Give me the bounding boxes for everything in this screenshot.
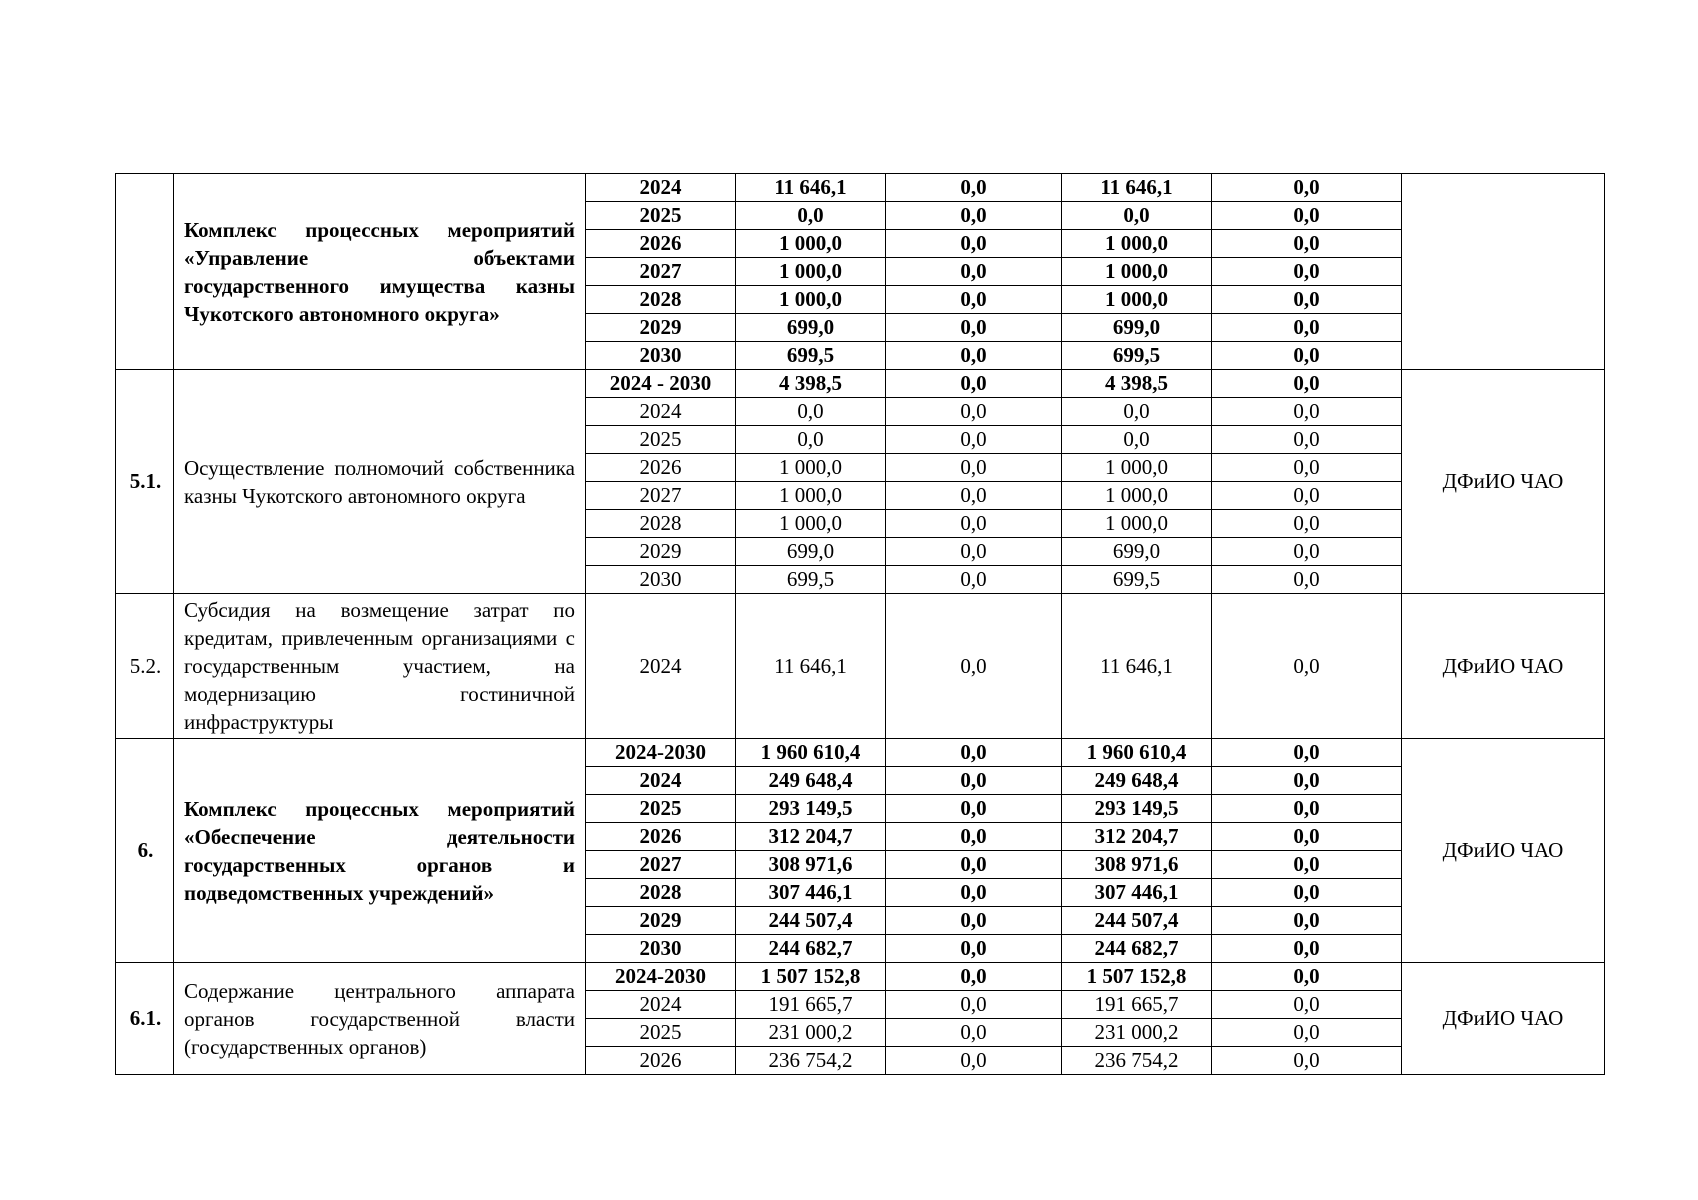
other-cell: 0,0: [1212, 286, 1402, 314]
section-number: 5.1.: [116, 370, 174, 594]
executor-cell: [1402, 174, 1605, 370]
other-cell: 0,0: [1212, 1019, 1402, 1047]
total-cell: 244 507,4: [736, 907, 886, 935]
regional-cell: 1 000,0: [1062, 510, 1212, 538]
regional-cell: 0,0: [1062, 398, 1212, 426]
federal-cell: 0,0: [886, 795, 1062, 823]
other-cell: 0,0: [1212, 510, 1402, 538]
total-cell: 1 000,0: [736, 230, 886, 258]
year-cell: 2029: [586, 538, 736, 566]
regional-cell: 249 648,4: [1062, 767, 1212, 795]
year-cell: 2025: [586, 1019, 736, 1047]
regional-cell: 308 971,6: [1062, 851, 1212, 879]
year-cell: 2024 - 2030: [586, 370, 736, 398]
total-cell: 1 000,0: [736, 454, 886, 482]
total-cell: 312 204,7: [736, 823, 886, 851]
other-cell: 0,0: [1212, 739, 1402, 767]
regional-cell: 312 204,7: [1062, 823, 1212, 851]
regional-cell: 244 507,4: [1062, 907, 1212, 935]
executor-cell: ДФиИО ЧАО: [1402, 594, 1605, 739]
other-cell: 0,0: [1212, 963, 1402, 991]
year-cell: 2025: [586, 795, 736, 823]
regional-cell: 293 149,5: [1062, 795, 1212, 823]
other-cell: 0,0: [1212, 538, 1402, 566]
federal-cell: 0,0: [886, 426, 1062, 454]
federal-cell: 0,0: [886, 767, 1062, 795]
federal-cell: 0,0: [886, 174, 1062, 202]
year-cell: 2024-2030: [586, 963, 736, 991]
table-row: [116, 594, 1605, 739]
total-cell: 0,0: [736, 202, 886, 230]
other-cell: 0,0: [1212, 342, 1402, 370]
year-cell: 2028: [586, 286, 736, 314]
year-cell: 2024-2030: [586, 739, 736, 767]
total-cell: 0,0: [736, 426, 886, 454]
section-name: Комплекс процессных мероприятий «Обеспечение деятельности государственных органов и подведомственных учреждений»: [174, 739, 586, 963]
federal-cell: 0,0: [886, 538, 1062, 566]
budget-table: [115, 173, 1605, 1075]
executor-cell: ДФиИО ЧАО: [1402, 963, 1605, 1075]
other-cell: 0,0: [1212, 454, 1402, 482]
regional-cell: 236 754,2: [1062, 1047, 1212, 1075]
other-cell: 0,0: [1212, 879, 1402, 907]
other-cell: 0,0: [1212, 935, 1402, 963]
total-cell: 1 000,0: [736, 286, 886, 314]
regional-cell: 699,0: [1062, 314, 1212, 342]
federal-cell: 0,0: [886, 370, 1062, 398]
year-cell: 2030: [586, 566, 736, 594]
regional-cell: 1 000,0: [1062, 454, 1212, 482]
total-cell: 0,0: [736, 398, 886, 426]
federal-cell: 0,0: [886, 398, 1062, 426]
other-cell: 0,0: [1212, 907, 1402, 935]
year-cell: 2026: [586, 1047, 736, 1075]
federal-cell: 0,0: [886, 851, 1062, 879]
federal-cell: 0,0: [886, 907, 1062, 935]
total-cell: 249 648,4: [736, 767, 886, 795]
federal-cell: 0,0: [886, 230, 1062, 258]
total-cell: 236 754,2: [736, 1047, 886, 1075]
regional-cell: 0,0: [1062, 202, 1212, 230]
regional-cell: 4 398,5: [1062, 370, 1212, 398]
federal-cell: 0,0: [886, 286, 1062, 314]
other-cell: 0,0: [1212, 202, 1402, 230]
federal-cell: 0,0: [886, 739, 1062, 767]
total-cell: 699,0: [736, 538, 886, 566]
federal-cell: 0,0: [886, 1047, 1062, 1075]
year-cell: 2029: [586, 907, 736, 935]
year-cell: 2027: [586, 482, 736, 510]
total-cell: 191 665,7: [736, 991, 886, 1019]
year-cell: 2026: [586, 454, 736, 482]
year-cell: 2029: [586, 314, 736, 342]
regional-cell: 307 446,1: [1062, 879, 1212, 907]
regional-cell: 1 000,0: [1062, 230, 1212, 258]
federal-cell: 0,0: [886, 454, 1062, 482]
total-cell: 699,5: [736, 342, 886, 370]
other-cell: 0,0: [1212, 370, 1402, 398]
year-cell: 2025: [586, 202, 736, 230]
regional-cell: 699,0: [1062, 538, 1212, 566]
year-cell: 2024: [586, 991, 736, 1019]
federal-cell: 0,0: [886, 566, 1062, 594]
total-cell: 1 960 610,4: [736, 739, 886, 767]
year-cell: 2024: [586, 767, 736, 795]
federal-cell: 0,0: [886, 594, 1062, 739]
other-cell: 0,0: [1212, 594, 1402, 739]
year-cell: 2028: [586, 510, 736, 538]
section-number: 6.: [116, 739, 174, 963]
other-cell: 0,0: [1212, 1047, 1402, 1075]
regional-cell: 0,0: [1062, 426, 1212, 454]
year-cell: 2027: [586, 258, 736, 286]
other-cell: 0,0: [1212, 482, 1402, 510]
federal-cell: 0,0: [886, 202, 1062, 230]
year-cell: 2027: [586, 851, 736, 879]
other-cell: 0,0: [1212, 230, 1402, 258]
regional-cell: 231 000,2: [1062, 1019, 1212, 1047]
other-cell: 0,0: [1212, 314, 1402, 342]
other-cell: 0,0: [1212, 426, 1402, 454]
federal-cell: 0,0: [886, 510, 1062, 538]
year-cell: 2025: [586, 426, 736, 454]
total-cell: 699,0: [736, 314, 886, 342]
regional-cell: 244 682,7: [1062, 935, 1212, 963]
year-cell: 2026: [586, 823, 736, 851]
table-row: [116, 370, 1605, 398]
year-cell: 2026: [586, 230, 736, 258]
total-cell: 307 446,1: [736, 879, 886, 907]
total-cell: 4 398,5: [736, 370, 886, 398]
other-cell: 0,0: [1212, 566, 1402, 594]
other-cell: 0,0: [1212, 258, 1402, 286]
federal-cell: 0,0: [886, 879, 1062, 907]
total-cell: 1 000,0: [736, 258, 886, 286]
federal-cell: 0,0: [886, 342, 1062, 370]
regional-cell: 1 000,0: [1062, 286, 1212, 314]
total-cell: 231 000,2: [736, 1019, 886, 1047]
total-cell: 293 149,5: [736, 795, 886, 823]
federal-cell: 0,0: [886, 935, 1062, 963]
executor-cell: ДФиИО ЧАО: [1402, 370, 1605, 594]
year-cell: 2024: [586, 594, 736, 739]
regional-cell: 699,5: [1062, 342, 1212, 370]
total-cell: 699,5: [736, 566, 886, 594]
federal-cell: 0,0: [886, 1019, 1062, 1047]
other-cell: 0,0: [1212, 991, 1402, 1019]
total-cell: 308 971,6: [736, 851, 886, 879]
other-cell: 0,0: [1212, 174, 1402, 202]
section-number: 6.1.: [116, 963, 174, 1075]
federal-cell: 0,0: [886, 258, 1062, 286]
other-cell: 0,0: [1212, 398, 1402, 426]
regional-cell: 11 646,1: [1062, 594, 1212, 739]
executor-cell: ДФиИО ЧАО: [1402, 739, 1605, 963]
other-cell: 0,0: [1212, 823, 1402, 851]
year-cell: 2028: [586, 879, 736, 907]
total-cell: 11 646,1: [736, 174, 886, 202]
section-name: Осуществление полномочий собственника казны Чукотского автономного округа: [174, 370, 586, 594]
other-cell: 0,0: [1212, 795, 1402, 823]
regional-cell: 1 507 152,8: [1062, 963, 1212, 991]
table-body: [116, 174, 1605, 1075]
regional-cell: 699,5: [1062, 566, 1212, 594]
regional-cell: 1 960 610,4: [1062, 739, 1212, 767]
regional-cell: 191 665,7: [1062, 991, 1212, 1019]
other-cell: 0,0: [1212, 767, 1402, 795]
year-cell: 2024: [586, 174, 736, 202]
section-name: Комплекс процессных мероприятий «Управление объектами государственного имущества казны Чукотского автономного округа»: [174, 174, 586, 370]
regional-cell: 1 000,0: [1062, 482, 1212, 510]
federal-cell: 0,0: [886, 963, 1062, 991]
table-row: [116, 174, 1605, 202]
section-name: Субсидия на возмещение затрат по кредитам, привлеченным организациями с государственным участием, на модернизацию гостиничной инфраструктуры: [174, 594, 586, 739]
total-cell: 244 682,7: [736, 935, 886, 963]
regional-cell: 11 646,1: [1062, 174, 1212, 202]
federal-cell: 0,0: [886, 823, 1062, 851]
year-cell: 2024: [586, 398, 736, 426]
table-row: [116, 739, 1605, 767]
total-cell: 11 646,1: [736, 594, 886, 739]
section-name: Содержание центрального аппарата органов государственной власти (государственных органов): [174, 963, 586, 1075]
federal-cell: 0,0: [886, 482, 1062, 510]
federal-cell: 0,0: [886, 314, 1062, 342]
table-row: [116, 963, 1605, 991]
federal-cell: 0,0: [886, 991, 1062, 1019]
year-cell: 2030: [586, 935, 736, 963]
year-cell: 2030: [586, 342, 736, 370]
other-cell: 0,0: [1212, 851, 1402, 879]
total-cell: 1 507 152,8: [736, 963, 886, 991]
total-cell: 1 000,0: [736, 510, 886, 538]
section-number: [116, 174, 174, 370]
section-number: 5.2.: [116, 594, 174, 739]
total-cell: 1 000,0: [736, 482, 886, 510]
regional-cell: 1 000,0: [1062, 258, 1212, 286]
